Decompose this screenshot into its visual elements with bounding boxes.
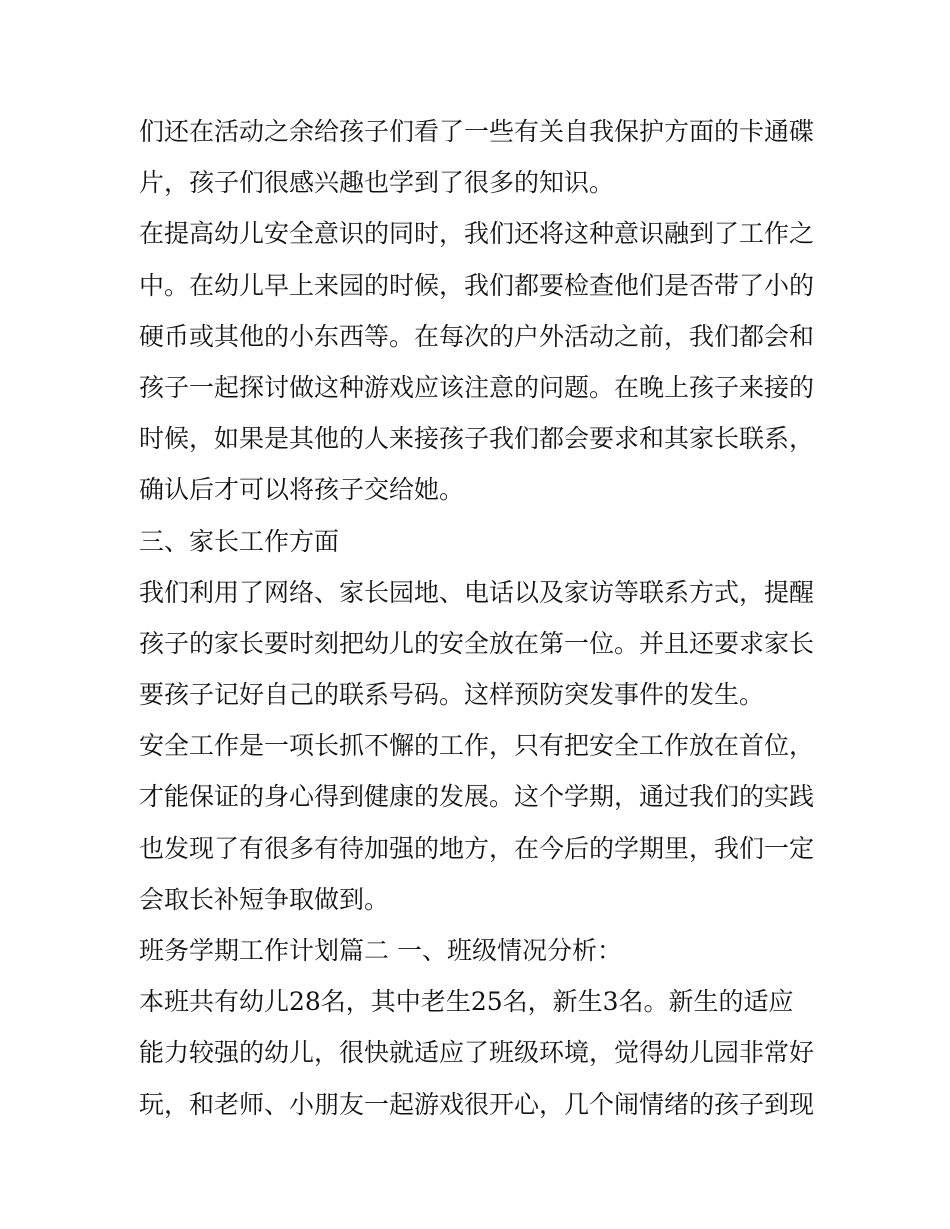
text-line: 才能保证的身心得到健康的发展。这个学期，通过我们的实践 [139,782,815,812]
section-heading: 班务学期工作计划篇二 一、班级情况分析： [139,936,622,965]
document-body [139,106,819,1130]
text-line: 会取长补短争取做到。 [139,884,390,914]
text-line: 片，孩子们很感兴趣也学到了很多的知识。 [139,168,615,198]
text-line: 硬币或其他的小东西等。在每次的户外活动之前，我们都会和 [139,321,815,351]
section-heading: 三、家长工作方面 [139,526,340,556]
text-line: 时候，如果是其他的人来接孩子我们都会要求和其家长联系， [139,424,815,454]
text-line: 要孩子记好自己的联系号码。这样预防突发事件的发生。 [139,680,765,710]
text-line: 们还在活动之余给孩子们看了一些有关自我保护方面的卡通碟 [139,117,815,146]
text-line: 也发现了有很多有待加强的地方，在今后的学期里，我们一定 [139,833,815,863]
text-line: 安全工作是一项长抓不懈的工作，只有把安全工作放在首位， [139,731,815,761]
text-line: 确认后才可以将孩子交给她。 [139,475,465,505]
text-line: 中。在幼儿早上来园的时候，我们都要检查他们是否带了小的 [139,270,815,300]
text-line: 孩子一起探讨做这种游戏应该注意的问题。在晚上孩子来接的 [139,372,815,402]
text-line: 孩子的家长要时刻把幼儿的安全放在第一位。并且还要求家长 [139,628,815,658]
text-line: 在提高幼儿安全意识的同时，我们还将这种意识融到了工作之 [139,219,815,249]
text-line: 我们利用了网络、家长园地、电话以及家访等联系方式，提醒 [139,577,815,607]
text-line: 玩，和老师、小朋友一起游戏很开心，几个闹情绪的孩子到现 [139,1089,815,1119]
text-line: 能力较强的幼儿，很快就适应了班级环境，觉得幼儿园非常好 [139,1038,815,1068]
text-line: 本班共有幼儿28名，其中老生25名，新生3名。新生的适应 [139,987,794,1017]
